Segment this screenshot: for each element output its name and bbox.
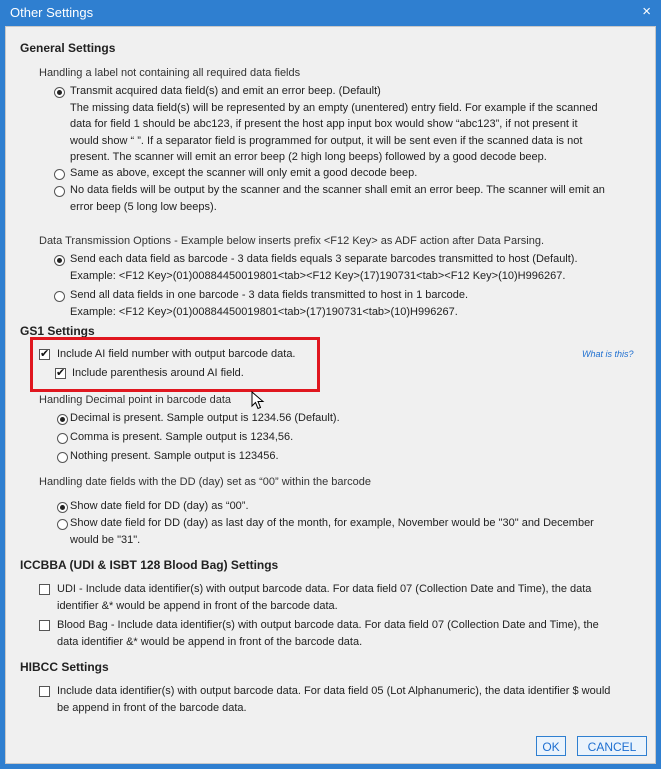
include-parenthesis-label: Include parenthesis around AI field. xyxy=(72,367,244,379)
udi-line: UDI - Include data identifier(s) with output barcode data. For data field 07 (Collection Date and Time), the data xyxy=(57,583,592,595)
blood-bag-text xyxy=(57,617,647,650)
hibcc-line: be append in front of the barcode data. xyxy=(57,701,247,714)
close-icon[interactable]: × xyxy=(642,3,651,20)
missing-option-1-line: Transmit acquired data field(s) and emit an error beep. (Default) xyxy=(70,85,381,97)
missing-option-3-line: No data fields will be output by the scanner and the scanner shall emit an error beep. The scanner will emit an xyxy=(70,184,605,196)
dd-option-1-text xyxy=(70,498,650,515)
missing-option-1-radio[interactable] xyxy=(54,87,65,98)
missing-option-1-line: would show “ ”. If a separator field is programmed for output, it will be sent even if the scanned data is not xyxy=(70,134,583,147)
transmission-options-label: Data Transmission Options - Example below inserts prefix <F12 Key> as ADF action after Data Parsing. xyxy=(39,235,545,247)
missing-option-2-line: Same as above, except the scanner will only emit a good decode beep. xyxy=(70,167,418,179)
mouse-pointer-icon-svg xyxy=(251,391,265,411)
transmission-option-1-text xyxy=(70,251,650,284)
missing-option-1-line: data for field 1 should be abc123, if present the host app input box would show “abc123”, if not present it xyxy=(70,118,578,130)
transmission-option-2-radio[interactable] xyxy=(54,291,65,302)
decimal-option-1-label: Decimal is present. Sample output is 1234.56 (Default). xyxy=(70,412,340,424)
blood-bag-line: data identifier &* would be append in front of the barcode data. xyxy=(57,635,363,648)
missing-option-2-radio[interactable] xyxy=(54,169,65,180)
missing-fields-label: Handling a label not containing all required data fields xyxy=(39,67,301,79)
transmission-option-2-line: Send all data fields in one barcode - 3 data fields transmitted to host in 1 barcode. xyxy=(70,289,469,301)
hibcc-settings-title: HIBCC Settings xyxy=(20,660,109,674)
transmission-option-1-line: Send each data field as barcode - 3 data fields equals 3 separate barcodes transmitted to host (Default). xyxy=(70,253,578,265)
transmission-option-1-radio[interactable] xyxy=(54,255,65,266)
include-parenthesis-checkbox[interactable] xyxy=(55,368,66,379)
missing-option-2-text xyxy=(70,165,650,182)
hibcc-line: Include data identifier(s) with output barcode data. For data field 05 (Lot Alphanumeric), the data identifier $ would xyxy=(57,685,611,697)
title-bar xyxy=(0,0,661,26)
dd-option-2-line: Show date field for DD (day) as last day of the month, for example, November would be "30" and December xyxy=(70,517,594,529)
udi-checkbox[interactable] xyxy=(39,584,50,595)
dd-option-2-line: would be "31". xyxy=(70,533,141,546)
decimal-option-1-radio[interactable] xyxy=(57,414,68,425)
missing-option-1-line: The missing data field(s) will be represented by an empty (unentered) entry field. For example if the scanned xyxy=(70,101,598,114)
dd-label: Handling date fields with the DD (day) set as “00” within the barcode xyxy=(39,476,372,488)
dd-option-1-line: Show date field for DD (day) as “00”. xyxy=(70,500,249,512)
include-ai-label: Include AI field number with output barcode data. xyxy=(57,348,296,360)
hibcc-text xyxy=(57,683,652,716)
blood-bag-checkbox[interactable] xyxy=(39,620,50,631)
ok-button[interactable]: OK xyxy=(536,736,566,756)
dd-option-1-radio[interactable] xyxy=(57,502,68,513)
missing-option-3-text xyxy=(70,182,650,215)
settings-panel xyxy=(5,26,656,764)
dd-option-2-radio[interactable] xyxy=(57,519,68,530)
iccbba-settings-title: ICCBBA (UDI & ISBT 128 Blood Bag) Settings xyxy=(20,558,279,572)
include-ai-checkbox[interactable] xyxy=(39,349,50,360)
general-settings-title: General Settings xyxy=(20,41,116,55)
missing-option-1-text xyxy=(70,83,650,166)
what-is-this-link[interactable]: What is this? xyxy=(582,349,634,359)
window-title: Other Settings xyxy=(10,5,94,20)
gs1-settings-title: GS1 Settings xyxy=(20,324,95,338)
hibcc-checkbox[interactable] xyxy=(39,686,50,697)
decimal-option-3-radio[interactable] xyxy=(57,452,68,463)
decimal-label: Handling Decimal point in barcode data xyxy=(39,394,232,406)
cancel-button[interactable]: CANCEL xyxy=(577,736,647,756)
udi-text xyxy=(57,581,647,614)
transmission-option-1-line: Example: <F12 Key>(01)00884450019801<tab><F12 Key>(17)190731<tab><F12 Key>(10)H996267. xyxy=(70,269,566,282)
udi-line: identifier &* would be append in front of the barcode data. xyxy=(57,599,338,612)
transmission-option-2-line: Example: <F12 Key>(01)00884450019801<tab>(17)190731<tab>(10)H996267. xyxy=(70,305,458,318)
decimal-option-3-label: Nothing present. Sample output is 123456. xyxy=(70,450,279,462)
transmission-option-2-text xyxy=(70,287,650,320)
missing-option-3-line: error beep (5 long low beeps). xyxy=(70,200,217,213)
missing-option-1-line: present. The scanner will emit an error beep (2 high long beeps) followed by a good decode beep. xyxy=(70,151,547,163)
decimal-option-2-label: Comma is present. Sample output is 1234,56. xyxy=(70,431,294,443)
decimal-option-2-radio[interactable] xyxy=(57,433,68,444)
blood-bag-line: Blood Bag - Include data identifier(s) with output barcode data. For data field 07 (Collection Date and Time), the xyxy=(57,619,599,631)
dd-option-2-text xyxy=(70,515,650,548)
missing-option-3-radio[interactable] xyxy=(54,186,65,197)
